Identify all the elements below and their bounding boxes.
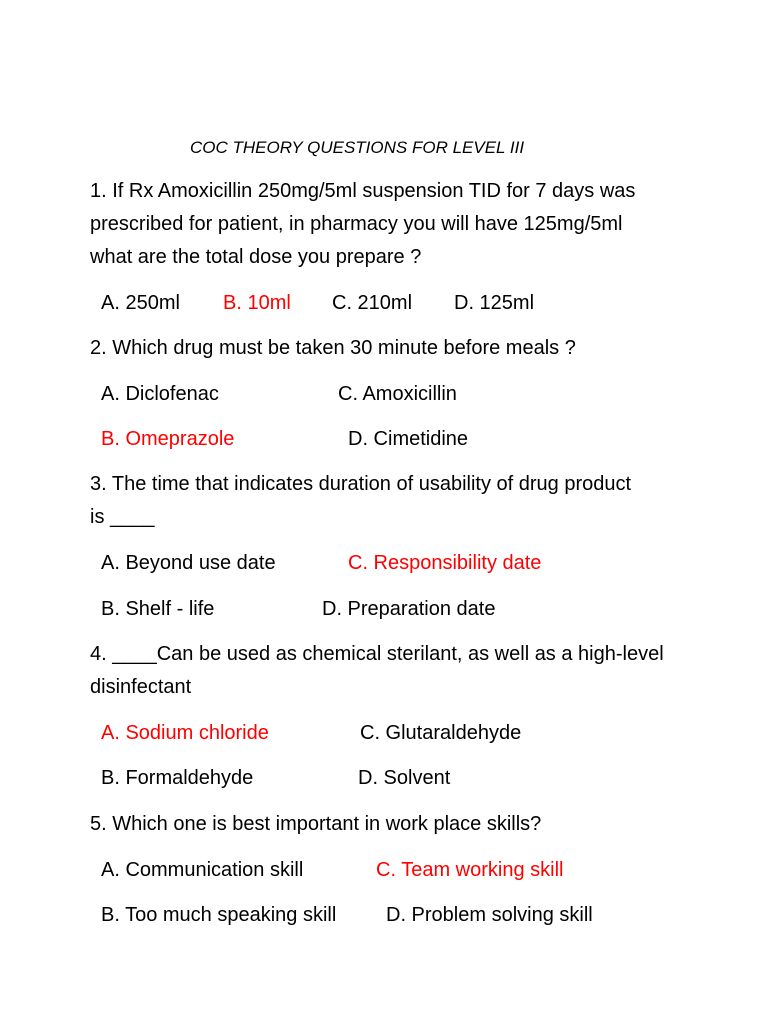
question-1-option-d: D. 125ml bbox=[454, 292, 535, 314]
question-2-text bbox=[90, 332, 576, 365]
question-3-line-2: is ____ bbox=[90, 506, 155, 528]
question-4-option-c: C. Glutaraldehyde bbox=[360, 722, 522, 744]
question-3-option-c-answer: C. Responsibility date bbox=[348, 552, 542, 574]
question-5-option-b: B. Too much speaking skill bbox=[101, 904, 337, 926]
question-4-option-a-answer: A. Sodium chloride bbox=[101, 722, 269, 744]
question-2-option-d: D. Cimetidine bbox=[348, 428, 469, 450]
question-1-option-a: A. 250ml bbox=[101, 292, 180, 314]
question-5-option-a: A. Communication skill bbox=[101, 859, 304, 881]
document-title: COC THEORY QUESTIONS FOR LEVEL III bbox=[190, 138, 525, 157]
question-3-text bbox=[90, 468, 631, 534]
question-1-line-1: 1. If Rx Amoxicillin 250mg/5ml suspension TID for 7 days was bbox=[90, 180, 636, 202]
question-4-option-b: B. Formaldehyde bbox=[101, 767, 254, 789]
question-1-line-2: prescribed for patient, in pharmacy you will have 125mg/5ml bbox=[90, 213, 623, 235]
question-4-line-2: disinfectant bbox=[90, 676, 192, 698]
question-2-option-b-answer: B. Omeprazole bbox=[101, 428, 235, 450]
question-1-line-3: what are the total dose you prepare ? bbox=[90, 246, 422, 268]
question-5-option-d: D. Problem solving skill bbox=[386, 904, 593, 926]
question-5-option-c-answer: C. Team working skill bbox=[376, 859, 564, 881]
question-4-option-d: D. Solvent bbox=[358, 767, 451, 789]
question-1-option-b-answer: B. 10ml bbox=[223, 292, 291, 314]
question-3-option-b: B. Shelf - life bbox=[101, 598, 215, 620]
question-2-option-c: C. Amoxicillin bbox=[338, 383, 457, 405]
question-2-line-1: 2. Which drug must be taken 30 minute before meals ? bbox=[90, 337, 576, 359]
question-4-line-1: 4. ____Can be used as chemical sterilant, as well as a high-level bbox=[90, 643, 664, 665]
question-5-text bbox=[90, 808, 541, 841]
question-1-option-c: C. 210ml bbox=[332, 292, 413, 314]
question-4-text bbox=[90, 638, 664, 704]
question-1-text bbox=[90, 175, 635, 274]
question-2-option-a: A. Diclofenac bbox=[101, 383, 219, 405]
question-5-line-1: 5. Which one is best important in work place skills? bbox=[90, 813, 542, 835]
question-3-option-a: A. Beyond use date bbox=[101, 552, 276, 574]
question-3-line-1: 3. The time that indicates duration of usability of drug product bbox=[90, 473, 632, 495]
question-3-option-d: D. Preparation date bbox=[322, 598, 496, 620]
